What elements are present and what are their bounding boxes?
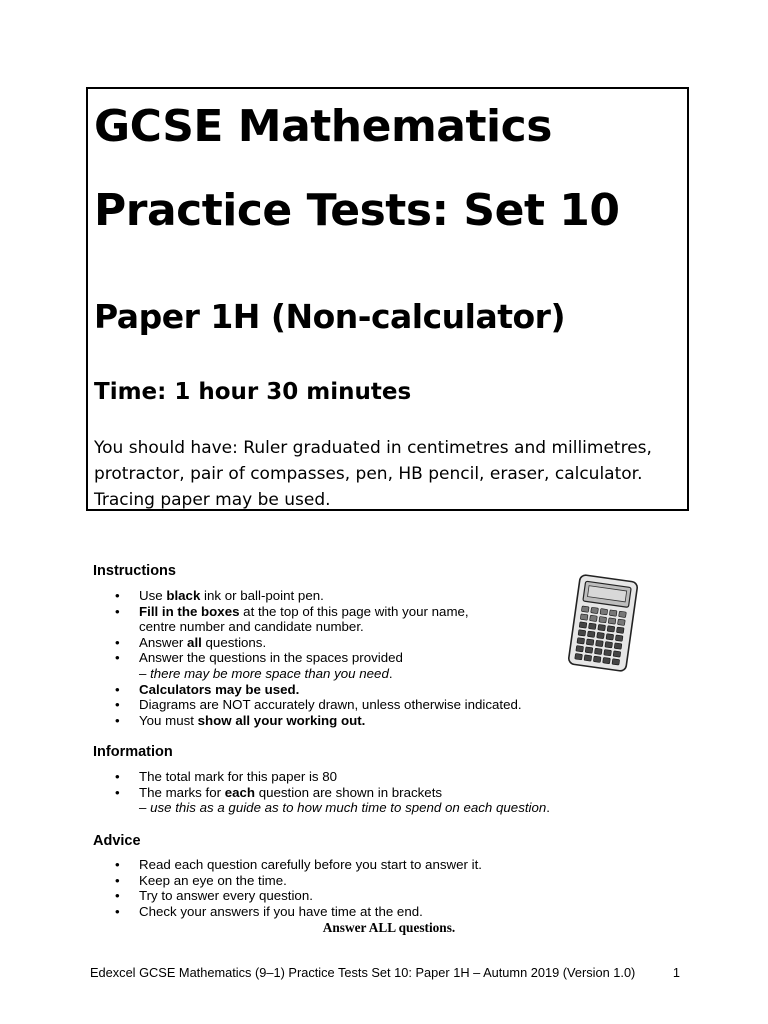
bullet-icon: • (115, 712, 120, 728)
bullet-icon: • (115, 681, 120, 697)
bullet-icon: • (115, 697, 120, 713)
item-continuation (139, 800, 550, 816)
advice-list (115, 857, 482, 919)
bullet-icon: • (115, 603, 120, 619)
list-item (115, 635, 522, 651)
time-allowed: Time: 1 hour 30 minutes (94, 379, 412, 405)
list-item (115, 588, 522, 604)
advice-section (93, 833, 141, 849)
item-emphasis: each (224, 784, 256, 800)
item-continuation: centre number and candidate number. (139, 619, 364, 635)
footer-text: Edexcel GCSE Mathematics (9–1) Practice Tests Set 10: Paper 1H – Autumn 2019 (Version 1.0) (90, 965, 636, 980)
item-text: You must (139, 712, 198, 728)
item-text: The total mark for this paper is 80 (139, 769, 338, 784)
item-text: Diagrams are NOT accurately drawn, unless otherwise indicated. (139, 697, 522, 713)
bullet-icon: • (115, 857, 120, 872)
bullet-icon: • (115, 588, 120, 603)
item-tail: . (388, 665, 393, 681)
item-text: Use (139, 588, 167, 603)
item-text: Try to answer every question. (139, 888, 313, 904)
bullet-icon: • (115, 872, 120, 888)
item-continuation (139, 666, 522, 682)
item-emphasis: Fill in the boxes (139, 603, 240, 619)
item-text: Answer (139, 634, 188, 650)
title-line-1: GCSE Mathematics (94, 101, 552, 152)
title-line-2: Practice Tests: Set 10 (94, 185, 620, 236)
instructions-heading: Instructions (93, 563, 176, 579)
item-text: question are shown in brackets (255, 784, 443, 800)
footer (90, 965, 680, 980)
list-item (115, 785, 550, 816)
item-emphasis: all (187, 634, 202, 650)
list-item (115, 888, 482, 904)
instructions-list (115, 588, 522, 728)
item-tail: . (546, 800, 550, 816)
information-heading: Information (93, 744, 173, 760)
list-item (115, 604, 522, 635)
item-text: The marks for (139, 784, 225, 800)
bullet-icon: • (115, 769, 120, 784)
calculator-icon (566, 574, 640, 677)
item-emphasis: show all your working out. (197, 712, 366, 728)
bullet-icon: • (115, 650, 120, 666)
list-item (115, 650, 522, 681)
equipment-text: You should have: Ruler graduated in centimetres and millimetres, protractor, pair of compasses, pen, HB pencil, eraser, calculator. Tracing paper may be used. (94, 438, 652, 510)
item-emphasis: Calculators may be used. (139, 681, 300, 697)
item-italic: – there may be more space than you need (139, 665, 389, 681)
item-italic: – use this as a guide as to how much time to spend on each question (139, 800, 547, 816)
advice-heading: Advice (93, 833, 141, 849)
list-item (115, 857, 482, 873)
bullet-icon: • (115, 903, 120, 919)
item-text: Read each question carefully before you start to answer it. (139, 857, 482, 872)
item-emphasis: black (166, 588, 201, 603)
page-number: 1 (672, 965, 680, 980)
item-text: at the top of this page with your name, (239, 603, 469, 619)
answer-all-questions: Answer ALL questions. (322, 920, 456, 935)
bullet-icon: • (115, 888, 120, 904)
list-item (115, 769, 550, 785)
list-item (115, 682, 522, 698)
list-item (115, 904, 482, 920)
item-text: ink or ball-point pen. (200, 588, 324, 603)
list-item (115, 697, 522, 713)
item-text: Keep an eye on the time. (139, 872, 287, 888)
list-item (115, 713, 522, 729)
instructions-section (93, 563, 176, 579)
item-text: questions. (201, 634, 267, 650)
information-list (115, 769, 550, 816)
item-text: Answer the questions in the spaces provided (139, 650, 403, 666)
title-box (86, 87, 689, 511)
bullet-icon: • (115, 634, 120, 650)
list-item (115, 873, 482, 889)
paper-title: Paper 1H (Non-calculator) (94, 297, 566, 336)
item-text: Check your answers if you have time at the end. (139, 903, 423, 919)
information-section (93, 744, 173, 760)
bullet-icon: • (115, 784, 120, 800)
